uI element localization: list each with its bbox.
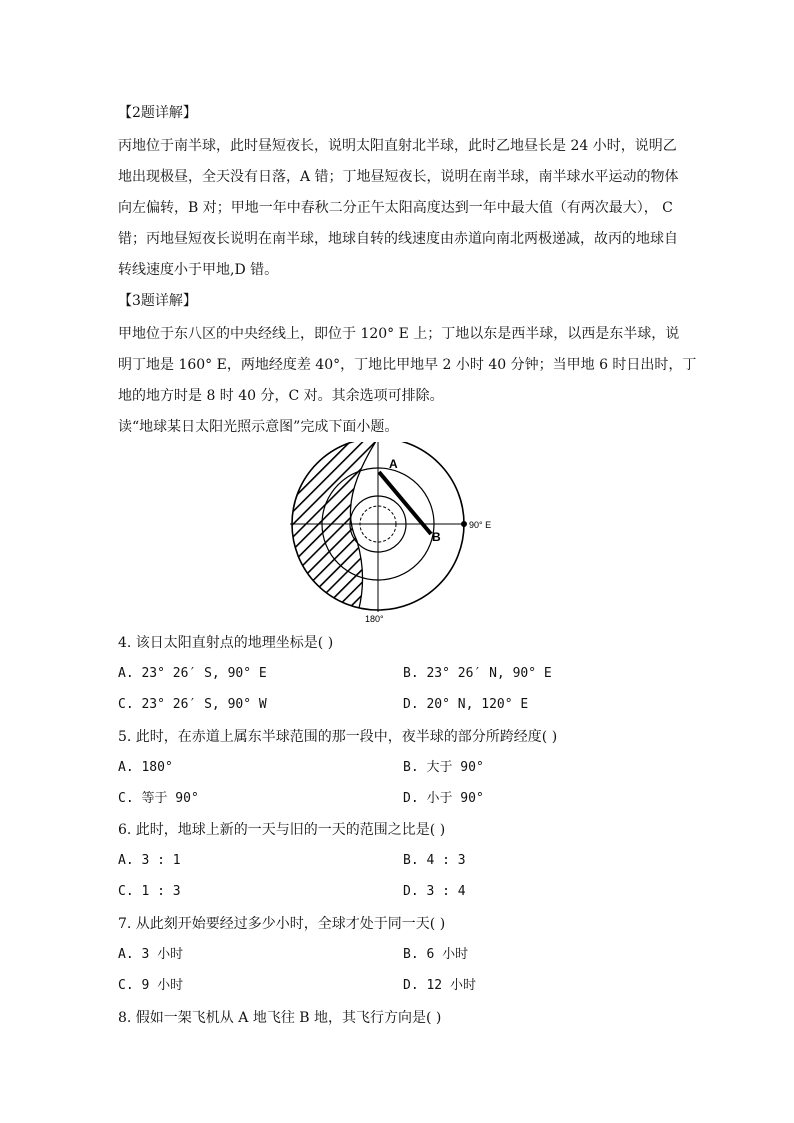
question-6-option-b[interactable]: B. 4 : 3 bbox=[403, 853, 466, 868]
label-a: A bbox=[389, 457, 398, 471]
question-4-option-b[interactable]: B. 23° 26′ N, 90° E bbox=[403, 666, 552, 681]
section2-line-5: 转线速度小于甲地,D 错。 bbox=[118, 262, 279, 278]
question-7-option-d[interactable]: D. 12 小时 bbox=[403, 978, 476, 993]
question-7-option-b[interactable]: B. 6 小时 bbox=[403, 947, 469, 962]
section3-heading: 【3题详解】 bbox=[118, 293, 197, 309]
night-region bbox=[285, 442, 378, 622]
figure-intro: 读“地球某日太阳光照示意图”完成下面小题。 bbox=[118, 419, 399, 435]
question-6: 6. 此时，地球上新的一天与旧的一天的范围之比是( ) bbox=[118, 822, 446, 838]
question-5: 5. 此时，在赤道上属东半球范围的那一段中，夜半球的部分所跨经度( ) bbox=[118, 729, 558, 745]
question-7-option-a[interactable]: A. 3 小时 bbox=[118, 947, 184, 962]
section2-heading: 【2题详解】 bbox=[118, 105, 197, 121]
section3-line-2: 明丁地是 160° E，两地经度差 40°，丁地比甲地早 2 小时 40 分钟；当甲地 6 时日出时，丁 bbox=[118, 357, 697, 373]
section2-line-2: 地出现极昼，全天没有日落，A 错；丁地昼短夜长，说明在南半球，南半球水平运动的物体 bbox=[118, 169, 679, 185]
label-90e: 90° E bbox=[469, 520, 492, 530]
question-5-option-d[interactable]: D. 小于 90° bbox=[403, 791, 484, 806]
section3-line-1: 甲地位于东八区的中央经线上，即位于 120° E 上；丁地以东是西半球，以西是东半球，说 bbox=[118, 326, 680, 342]
question-6-option-a[interactable]: A. 3 : 1 bbox=[118, 853, 181, 868]
section2-line-1: 丙地位于南半球，此时昼短夜长，说明太阳直射北半球，此时乙地昼长是 24 小时，说明乙 bbox=[118, 138, 677, 154]
question-4-option-c[interactable]: C. 23° 26′ S, 90° W bbox=[118, 697, 267, 712]
illumination-diagram bbox=[285, 442, 515, 627]
question-4: 4. 该日太阳直射点的地理坐标是( ) bbox=[118, 635, 334, 651]
section2-line-3: 向左偏转，B 对；甲地一年中春秋二分正午太阳高度达到一年中最大值（有两次最大）， C bbox=[118, 200, 673, 216]
90e-point bbox=[461, 521, 467, 527]
question-4-option-d[interactable]: D. 20° N, 120° E bbox=[403, 697, 529, 712]
question-5-option-b[interactable]: B. 大于 90° bbox=[403, 760, 484, 775]
route-a-b bbox=[379, 472, 431, 534]
question-7-option-c[interactable]: C. 9 小时 bbox=[118, 978, 184, 993]
section2-line-4: 错；丙地昼短夜长说明在南半球，地球自转的线速度由赤道向南北两极递减，故丙的地球自 bbox=[118, 231, 678, 247]
label-b: B bbox=[432, 530, 441, 544]
question-6-option-d[interactable]: D. 3 : 4 bbox=[403, 884, 466, 899]
question-4-option-a[interactable]: A. 23° 26′ S, 90° E bbox=[118, 666, 267, 681]
label-180: 180° bbox=[365, 614, 384, 624]
question-5-option-c[interactable]: C. 等于 90° bbox=[118, 791, 199, 806]
question-5-option-a[interactable]: A. 180° bbox=[118, 760, 173, 775]
question-8: 8. 假如一架飞机从 A 地飞往 B 地，其飞行方向是( ) bbox=[118, 1010, 442, 1026]
question-6-option-c[interactable]: C. 1 : 3 bbox=[118, 884, 181, 899]
section3-line-3: 地的地方时是 8 时 40 分，C 对。其余选项可排除。 bbox=[118, 388, 444, 404]
question-7: 7. 从此刻开始要经过多少小时，全球才处于同一天( ) bbox=[118, 916, 446, 932]
